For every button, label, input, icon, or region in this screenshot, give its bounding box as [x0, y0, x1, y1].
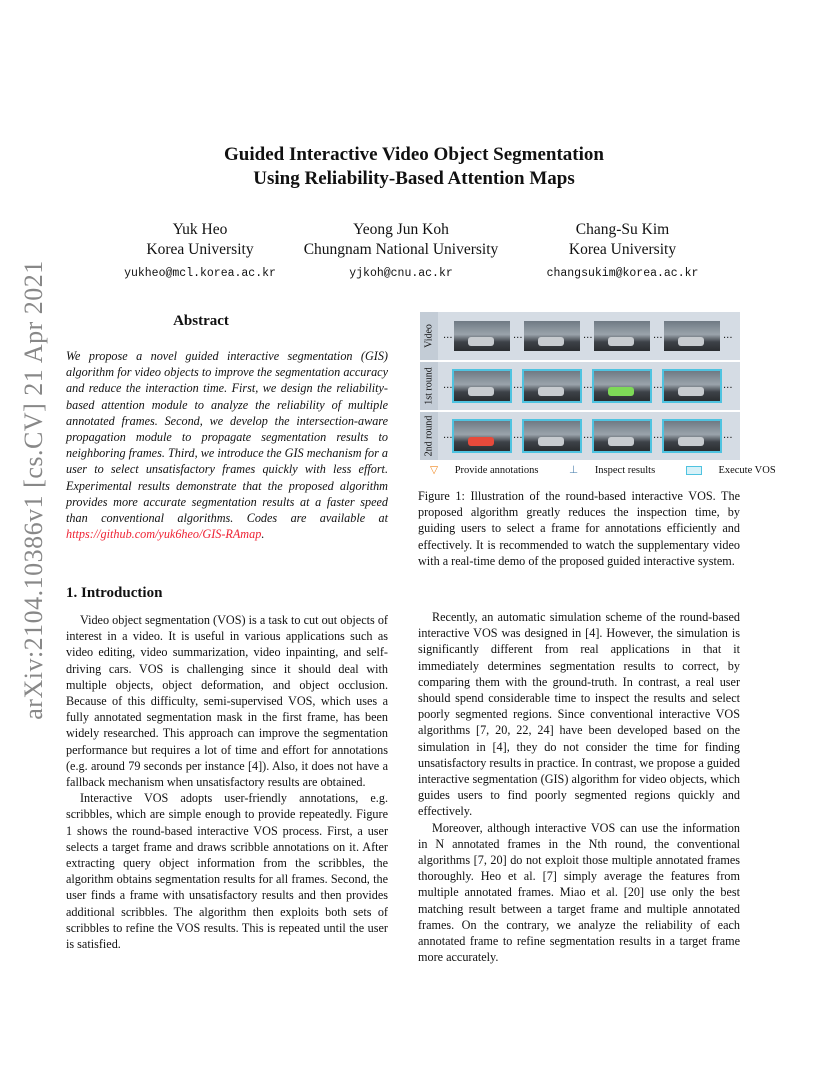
- right-column-text: [418, 609, 740, 965]
- figure-legend: ▽ Provide annotations ⊥ Inspect results Execute VOS: [430, 465, 776, 476]
- box-icon: [686, 466, 702, 475]
- section-heading: 1. Introduction: [66, 585, 163, 601]
- author-3: Chang-Su Kim Korea University changsukim@korea.ac.kr: [546, 221, 699, 280]
- arxiv-stamp: arXiv:2104.10386v1 [cs.CV] 21 Apr 2021: [19, 260, 48, 720]
- round-1-row: 1st round ... ... ... ... ...: [420, 362, 740, 410]
- right-paragraph-2: Moreover, although interactive VOS can use the information in N annotated frames in the Nth round, the conventional algorithms [7, 20] do not exploit those multiple annotated frames thoroughly. Heo et al. [7] simply average the features from multiple annotated frames. Miao et al. [20] use only the best matching result between a target frame and multiple annotated frames. On the contrary, we analyze the reliability of each annotated frame to refine segmentation results in a target frame more accurately.: [418, 820, 740, 965]
- intro-text: [66, 612, 388, 952]
- figure-caption: Figure 1: Illustration of the round-based interactive VOS. The proposed algorithm greatly reduces the inspection time, by guiding users to select a frame for annotations efficiently and effectively. It is recommended to watch the supplementary video with a real-time demo of the proposed guided interactive system.: [418, 489, 740, 568]
- right-paragraph-1: Recently, an automatic simulation scheme of the round-based interactive VOS was designed in [4]. However, the simulation is significantly different from real applications in that it immediately determines segmentation results to correct, by comparing them with the ground-truth. In contrast, a real user should spend considerable time to inspect the results and select poorly segmented regions. Since conventional interactive VOS algorithms [7, 20, 22, 24] have been developed based on the simulation in [4], they do not consider the time for finding unsatisfactory results in practice. In contrast, we propose a guided interactive segmentation (GIS) algorithm for video objects, which guides users to find poorly segmented regions quickly and effectively.: [418, 610, 740, 819]
- figure-1: [420, 312, 776, 480]
- abstract-heading: Abstract: [173, 313, 229, 329]
- video-row: Video ... ... ... ... ...: [420, 312, 740, 360]
- intro-paragraph-1: Video object segmentation (VOS) is a task to cut out objects of interest in a video. It is useful in various applications such as video editing, video summarization, video inpainting, and self-driving cars. VOS is challenging since it should deal with multiple objects, object deformation, and object occlusion. Because of this difficulty, semi-supervised VOS, which uses a fully annotated segmentation mask in the first frame, has been widely researched. This approach can improve the segmentation performance but requires a lot of time and effort for annotations (e.g. around 79 seconds per instance [4]). Also, it does not have a fallback mechanism when unsatisfactory results are obtained.: [66, 613, 388, 790]
- abstract-text: We propose a novel guided interactive segmentation (GIS) algorithm for video objects to improve the segmentation accuracy and reduce the interaction time. First, we design the reliability-based attention module to analyze the reliability of multiple annotated frames. Second, we develop the intersection-aware propagation module to propagate segmentation results to neighboring frames. Third, we introduce the GIS mechanism for a user to select unsatisfactory frames quickly with less effort. Experimental results demonstrate that the proposed algorithm provides more accurate segmentation results at a faster speed than conventional algorithms. Codes are available at https://github.com/yuk6heo/GIS-RAmap.: [66, 349, 388, 542]
- pin-icon: ⊥: [569, 465, 579, 476]
- author-1: Yuk Heo Korea University yukheo@mcl.korea.ac.kr: [124, 221, 276, 280]
- author-2: Yeong Jun Koh Chungnam National University yjkoh@cnu.ac.kr: [303, 221, 499, 280]
- triangle-icon: ▽: [430, 465, 439, 476]
- round-2-row: 2nd round ... ... ... ... ...: [420, 412, 740, 460]
- paper-title: Guided Interactive Video Object Segmentation Using Reliability-Based Attention Maps: [224, 144, 604, 189]
- intro-paragraph-2: Interactive VOS adopts user-friendly annotations, e.g. scribbles, which are simple enough to provide repeatedly. Figure 1 shows the round-based interactive VOS process. First, a user selects a target frame and draws scribble annotations on it. After extracting query object information from the scribbles, the algorithm obtains segmentation results for all frames. Second, the user finds a frame with unsatisfactory results and then provides additional scribbles. The algorithm then exploits both sets of scribbles to refine the VOS results. This is repeated until the user is satisfied.: [66, 791, 388, 952]
- code-link[interactable]: https://github.com/yuk6heo/GIS-RAmap: [66, 527, 262, 542]
